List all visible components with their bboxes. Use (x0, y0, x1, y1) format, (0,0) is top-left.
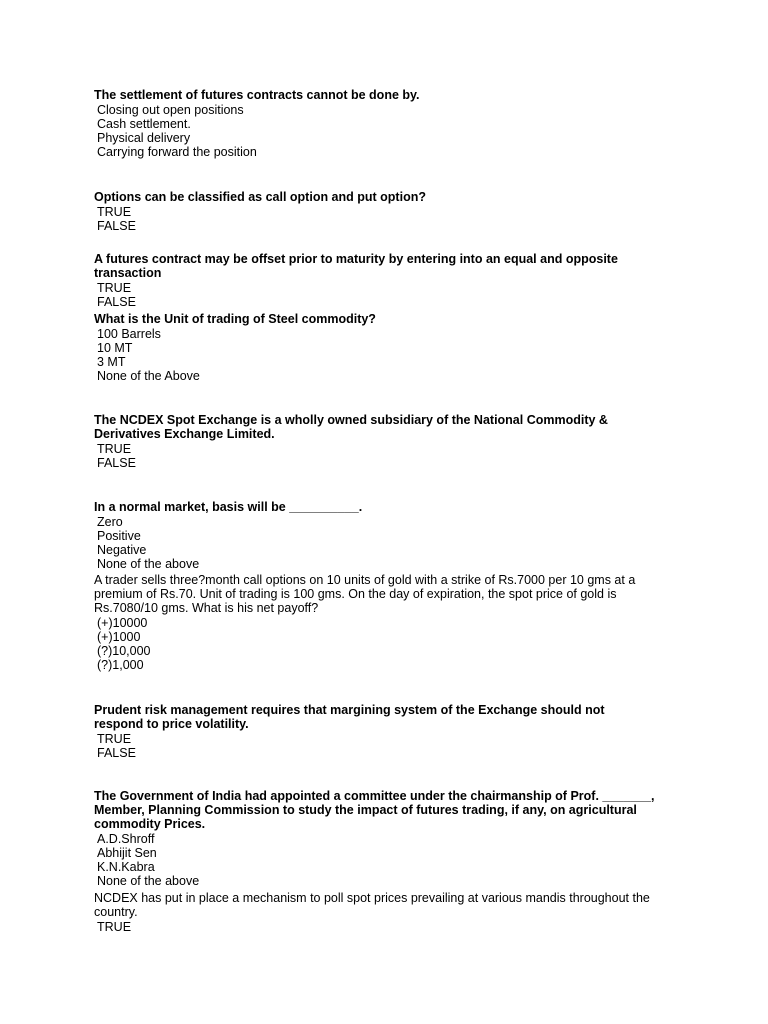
answer-option: 3 MT (97, 355, 126, 369)
question-block (94, 88, 694, 159)
answer-options (94, 832, 684, 888)
answer-option: FALSE (97, 219, 136, 233)
question-text: The settlement of futures contracts cannot be done by. (94, 88, 420, 102)
question-text: Prudent risk management requires that margining system of the Exchange should not respond to price volatility. (94, 703, 605, 731)
answer-option: TRUE (97, 205, 132, 219)
answer-option: TRUE (97, 281, 132, 295)
question-block (94, 252, 654, 309)
question-block (94, 891, 679, 934)
question-text: NCDEX has put in place a mechanism to poll spot prices prevailing at various mandis throughout the country. (94, 891, 650, 919)
answer-options (94, 732, 639, 760)
question-text: In a normal market, basis will be __________. (94, 500, 363, 514)
answer-options (94, 281, 654, 309)
answer-option: Negative (97, 543, 147, 557)
question-text: The NCDEX Spot Exchange is a wholly owned subsidiary of the National Commodity & Derivatives Exchange Limited. (94, 413, 608, 441)
answer-option: TRUE (97, 442, 132, 456)
question-block (94, 413, 634, 470)
answer-option: None of the above (97, 874, 200, 888)
answer-options (94, 515, 694, 571)
answer-option: None of the above (97, 557, 200, 571)
question-text: The Government of India had appointed a committee under the chairmanship of Prof. _______, Member, Planning Commission to study the impact of futures trading, if any, on agricultural commodity Prices. (94, 789, 655, 831)
answer-option: FALSE (97, 295, 136, 309)
answer-option: TRUE (97, 732, 132, 746)
answer-options (94, 442, 634, 470)
answer-options (94, 205, 694, 233)
question-text: Options can be classified as call option and put option? (94, 190, 426, 204)
answer-option: Carrying forward the position (97, 145, 257, 159)
question-block (94, 703, 639, 760)
answer-option: (?)1,000 (97, 658, 144, 672)
answer-options (94, 920, 679, 934)
answer-option: (?)10,000 (97, 644, 151, 658)
answer-option: 10 MT (97, 341, 133, 355)
answer-options (94, 103, 694, 159)
answer-option: A.D.Shroff (97, 832, 155, 846)
answer-option: K.N.Kabra (97, 860, 155, 874)
answer-option: FALSE (97, 746, 136, 760)
question-block (94, 190, 694, 233)
answer-option: 100 Barrels (97, 327, 161, 341)
question-block (94, 789, 684, 888)
answer-option: Zero (97, 515, 123, 529)
answer-option: (+)1000 (97, 630, 141, 644)
answer-options (94, 327, 694, 383)
question-block (94, 573, 669, 672)
answer-option: None of the Above (97, 369, 200, 383)
answer-option: TRUE (97, 920, 132, 934)
answer-option: Closing out open positions (97, 103, 244, 117)
answer-option: Cash settlement. (97, 117, 191, 131)
answer-option: Physical delivery (97, 131, 191, 145)
answer-options (94, 616, 669, 672)
answer-option: (+)10000 (97, 616, 148, 630)
question-block (94, 312, 694, 383)
question-text: A trader sells three?month call options on 10 units of gold with a strike of Rs.7000 per 10 gms at a premium of Rs.70. Unit of trading is 100 gms. On the day of expiration, the spot price of gold is Rs.7080/10 gms. What is his net payoff? (94, 573, 636, 615)
question-text: What is the Unit of trading of Steel commodity? (94, 312, 376, 326)
question-block (94, 500, 694, 571)
answer-option: Positive (97, 529, 141, 543)
answer-option: Abhijit Sen (97, 846, 157, 860)
answer-option: FALSE (97, 456, 136, 470)
question-text: A futures contract may be offset prior to maturity by entering into an equal and opposite transaction (94, 252, 618, 280)
